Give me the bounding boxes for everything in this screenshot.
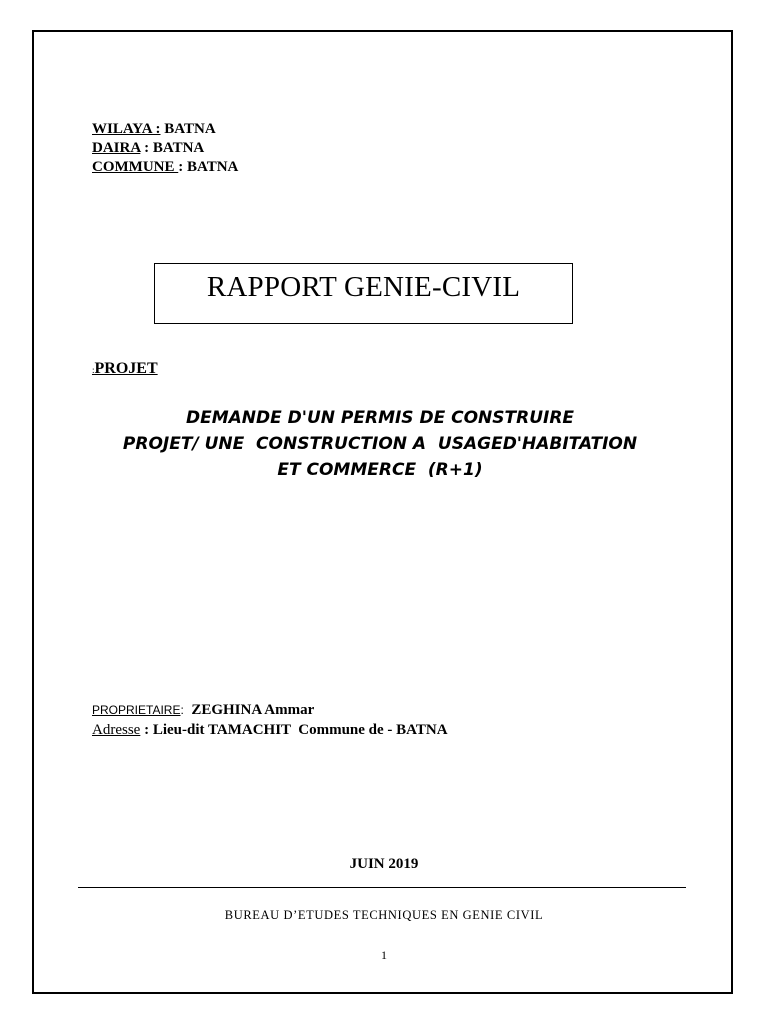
proprietaire-key: PROPRIETAIRE [92,703,181,717]
wilaya-line [92,120,238,139]
commune-value: : BATNA [178,159,239,175]
wilaya-value: BATNA [160,121,216,137]
footer-divider [78,887,686,888]
description-line-1: DEMANDE D'UN PERMIS DE CONSTRUIRE [185,408,575,428]
adresse-key: Adresse [92,722,141,738]
adresse-value: : Lieu-dit TAMACHIT Commune de - BATNA [140,722,448,738]
daira-key: DAIRA [92,140,141,156]
wilaya-key: WILAYA : [92,121,161,137]
report-title-box [154,263,573,324]
report-date: JUIN 2019 [349,856,419,872]
proprietaire-separator: : [180,703,184,717]
page-number: 1 [381,948,387,962]
description-line-3: ET COMMERCE (R+1) [277,460,483,480]
report-title: RAPPORT GENIE-CIVIL [206,271,521,303]
project-description [60,405,700,483]
projet-prefix: : [92,365,95,375]
projet-heading [92,360,158,378]
daira-line [92,139,238,158]
footer-office: BUREAU D’ETUDES TECHNIQUES EN GENIE CIVIL [224,908,544,922]
daira-value: : BATNA [140,140,205,156]
adresse-line [92,720,448,740]
commune-key: COMMUNE [92,159,179,175]
proprietaire-line [92,700,448,720]
projet-label: PROJET [94,360,158,377]
owner-info [92,700,448,740]
admin-info [92,120,238,177]
description-line-2: PROJET/ UNE CONSTRUCTION A USAGED'HABITATION [122,434,638,454]
commune-line [92,158,238,177]
proprietaire-value: ZEGHINA Ammar [183,702,315,718]
